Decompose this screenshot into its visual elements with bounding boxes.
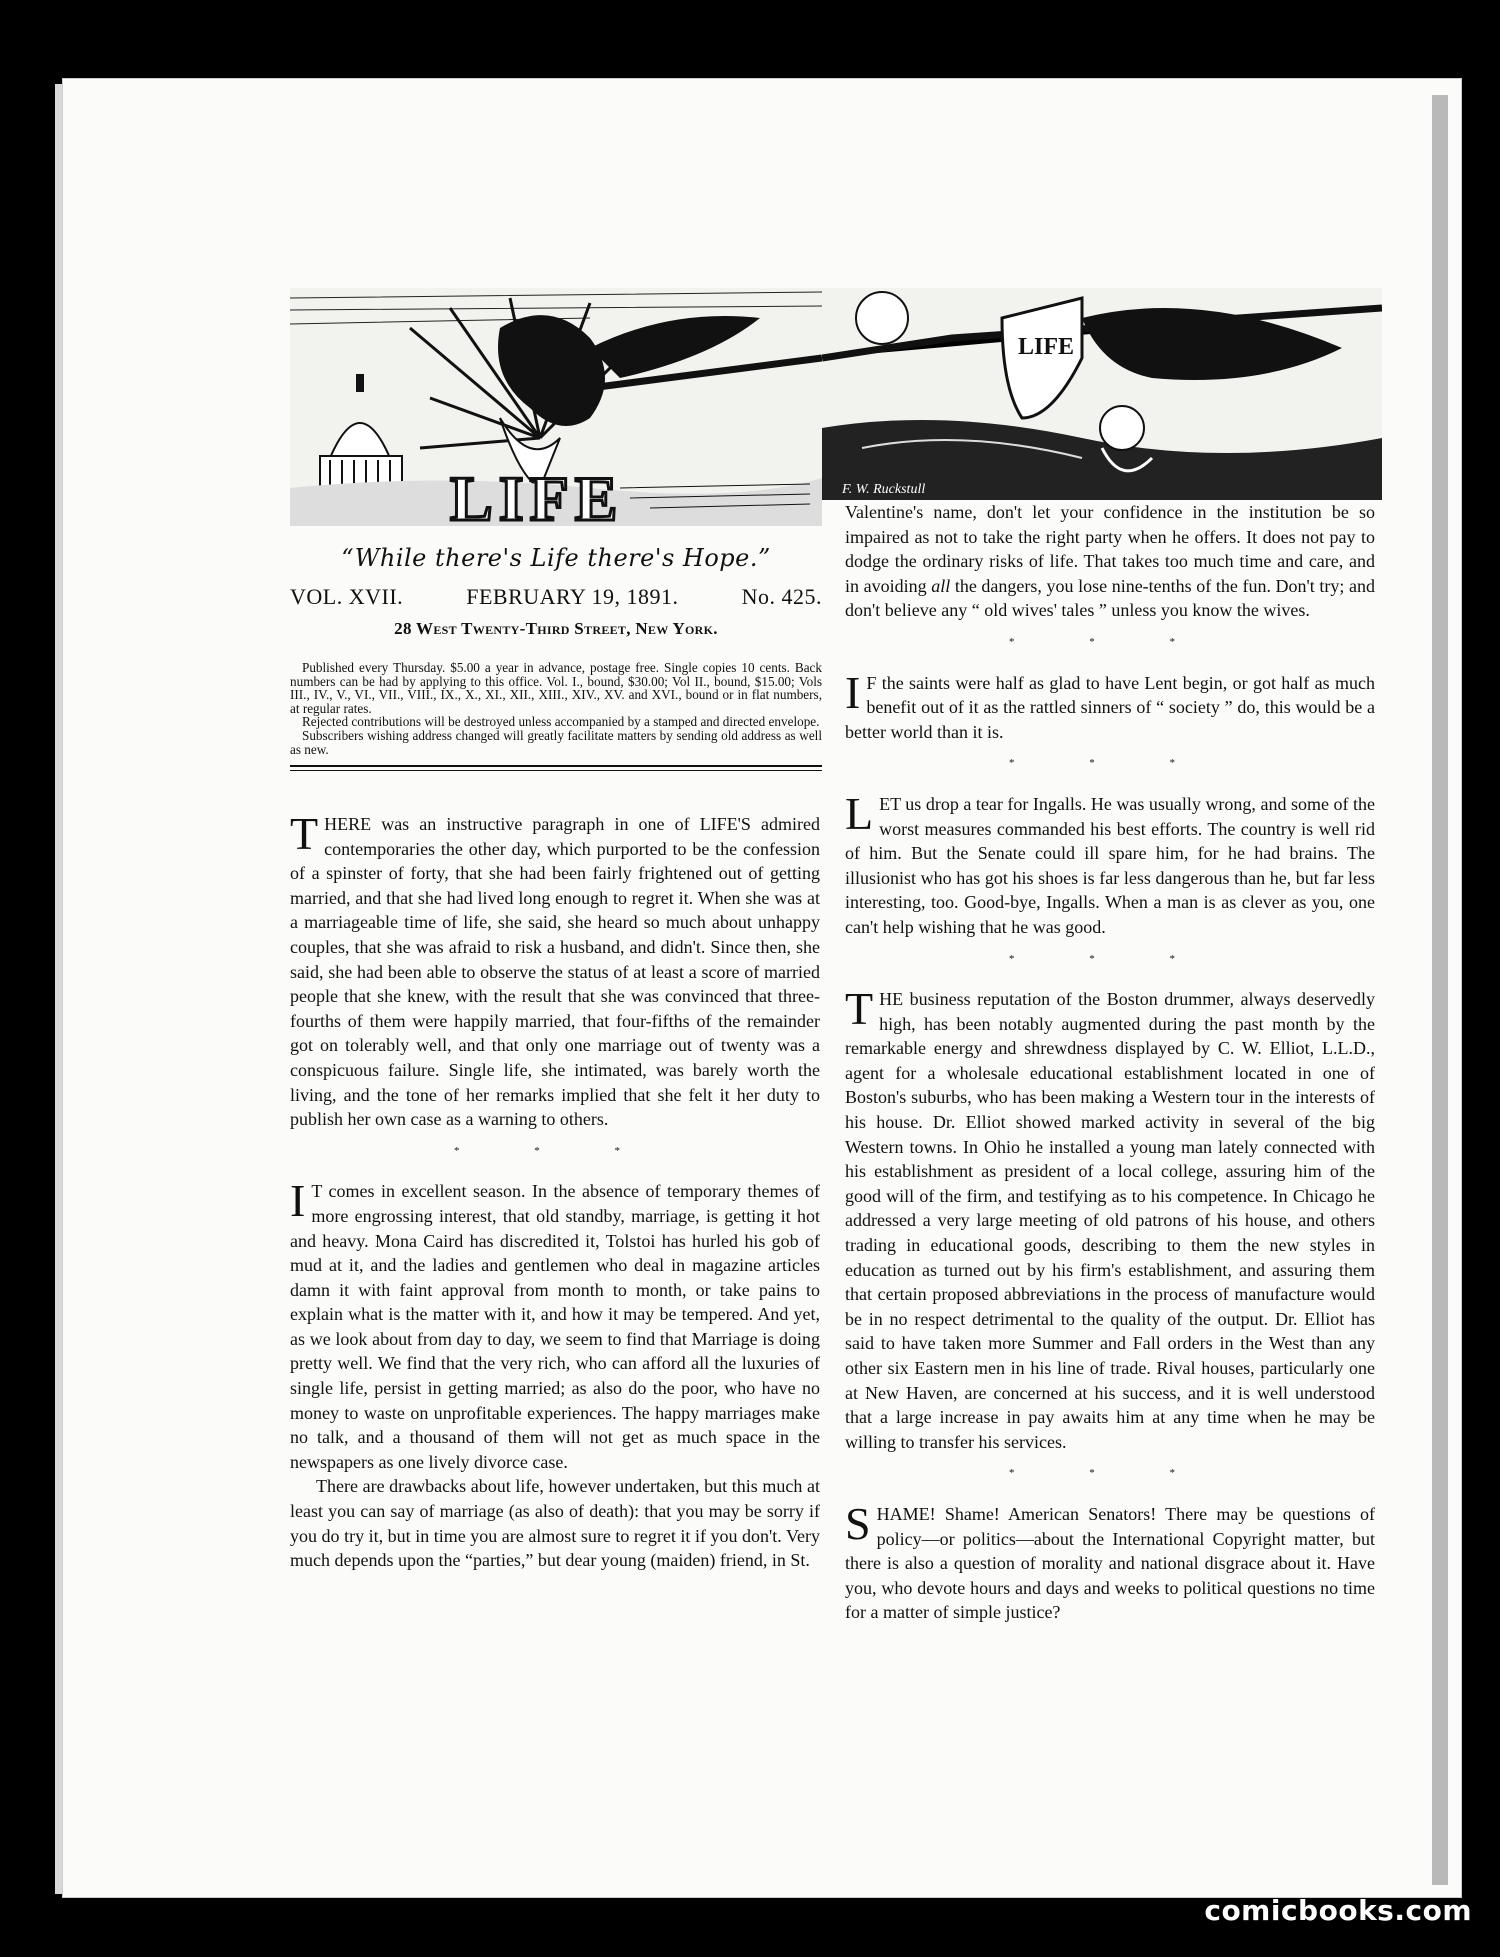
publication-notices <box>290 661 822 756</box>
divider <box>290 765 822 767</box>
drop-cap: S <box>845 1497 871 1549</box>
paragraph-boston-drummer: THE business reputation of the Boston drummer, always deservedly high, has been notably augmented during the past month by the remarkable energy and shrewdness displayed by C. W. Elliot, L.L.D., agent for a wholesale educational establishment located in one of Boston's suburbs, who has been making a Western tour in the interests of his house. Dr. Elliot showed marked activity in several of the big Western towns. In Ohio he installed a young man lately connected with his establishment as president of a local college, assuring him of the good will of the firm, and testifying as to his competence. In Chicago he addressed a very large meeting of old patrons of his house, and others trading in educational goods, describing to them the new styles in education as turned out by his firm's establishment, and assuring them that certain proposed abbreviations in the process of manufacture would be in no respect detrimental to the quality of the output. Dr. Elliot has said to have taken more Summer and Fall orders in the West than any other six Eastern men in his line of trade. Rival houses, particularly one at New Haven, are concerned at his success, and it is well understood that a large increase in pay awaits him at any time when he may be willing to transfer his services. <box>845 983 1375 1452</box>
section-separator: * * * <box>1009 757 1211 770</box>
paragraph-copyright: SHAME! Shame! American Senators! There may be questions of policy—or politics—about the International Copyright matter, but there is also a question of morality and national disgrace about it. Have you, who devote hours and days and weeks to political questions no time for a matter of simple justice? <box>845 1497 1375 1623</box>
section-separator: * * * <box>454 1144 656 1157</box>
drop-cap: T <box>290 808 319 859</box>
paragraph-lent: I F the saints were half as glad to have Lent begin, or got half as much benefit out of it as the rattled sinners of “ society ” do, this would be a better world than it is. <box>845 666 1375 742</box>
issue-date: FEBRUARY 19, 1891. <box>466 584 679 609</box>
motto: “While there's Life there's Hope.” <box>341 544 771 572</box>
notice: Published every Thursday. $5.00 a year in advance, postage free. Single copies 10 cents. Back numbers can be had by applying to this office. Vol. I., bound, $30.00; Vol II., bound, $15.00; Vols III., IV., V., VI., VII., VIII., IX., X., XI., XII., XIII., XIV., XV. and XVI., bound or in flat numbers, at regular rates. <box>290 660 822 716</box>
left-column <box>290 808 820 1573</box>
section-separator: * * * <box>1009 635 1211 648</box>
artist-signature: F. W. Ruckstull <box>842 482 926 497</box>
issue-number: No. 425. <box>741 584 822 609</box>
section-separator: * * * <box>1009 1467 1211 1480</box>
life-logo: LIFE <box>450 463 624 526</box>
volume: VOL. XVII. <box>290 584 404 609</box>
notice: Rejected contributions will be destroyed unless accompanied by a stamped and directed envelope. <box>302 714 820 730</box>
watermark: comicbooks.com <box>1204 1894 1472 1927</box>
volume-line <box>290 584 822 610</box>
drop-cap: T <box>845 983 874 1035</box>
right-column <box>845 500 1375 1625</box>
address: 28 West Twenty-Third Street, New York. <box>394 619 718 638</box>
drop-cap: L <box>845 787 874 839</box>
paragraph-ingalls: LET us drop a tear for Ingalls. He was usually wrong, and some of the worst measures commanded his best efforts. The country is well rid of him. But the Senate could ill spare him, for he had brains. The illusionist who has got his shoes is far less dangerous than he, but far less interesting, too. Good-bye, Ingalls. When a man is as clever as you, one can't help wishing that he was good. <box>845 787 1375 937</box>
magazine-header <box>290 544 822 771</box>
paragraph-marriage: I T comes in excellent season. In the absence of temporary themes of more engrossing interest, that old standby, marriage, is getting it hot and heavy. Mona Caird has discredited it, Tolstoi has hurled his gob of mud at it, and the ladies and gentlemen who deal in magazine articles damn it with faint approval from month to month, or take pains to explain what is the matter with it, and how it may be tempered. And yet, as we look about from day to day, we seem to find that Marriage is doing pretty well. We find that the very rich, who can afford all the luxuries of single life, persist in getting married; as also do the poor, who have no money to waste on unprofitable experiences. The happy marriages make no talk, and a thousand of them will not get as much space in the newspapers as one lively divorce case. <box>290 1175 820 1472</box>
drop-cap: I <box>290 1175 306 1227</box>
paragraph-continuation: Valentine's name, don't let your confidence in the institution be so impaired as not to take the right party when he offers. It does not pay to dodge the ordinary risks of life. That takes too much time and care, and in avoiding all the dangers, you lose nine-tenths of the fun. Don't try; and don't believe any “ old wives' tales ” unless you know the wives. <box>845 502 1375 621</box>
paragraph-spinster: THERE was an instructive paragraph in one of LIFE'S admired contemporaries the other day, which purported to be the confession of a spinster of forty, that she had been fairly frightened out of getting married, and that she had lived long enough to regret it. When she was at a marriageable time of life, she said, she heard so much about unhappy couples, that she was afraid to risk a husband, and didn't. Since then, she said, she had been able to observe the status of at least a score of married people that she knew, with the result that she was convinced that three-fourths of them were happily married, that four-fifths of the remainder got on tolerably well, and that only one marriage out of twenty was a conspicuous failure. Single life, she intimated, was barely worth the living, and the tone of her remarks implied that she felt it her duty to publish her own case as a warning to others. <box>290 808 820 1130</box>
drop-cap: I <box>845 666 861 718</box>
svg-text:LIFE: LIFE <box>1018 334 1075 360</box>
masthead-illustration <box>290 288 822 526</box>
page-gutter <box>1432 95 1448 1885</box>
section-separator: * * * <box>1009 952 1211 965</box>
divider <box>290 770 822 771</box>
notice: Subscribers wishing address changed will greatly facilitate matters by sending old address as well as new. <box>290 727 822 757</box>
paragraph-drawbacks: There are drawbacks about life, however undertaken, but this much at least you can say of marriage (as also of death): that you may be sorry if you do try it, but in time you are almost sure to regret it if you don't. Very much depends upon the “parties,” but dear young (maiden) friend, in St. <box>290 1476 820 1571</box>
masthead-illustration-right <box>822 288 1382 500</box>
